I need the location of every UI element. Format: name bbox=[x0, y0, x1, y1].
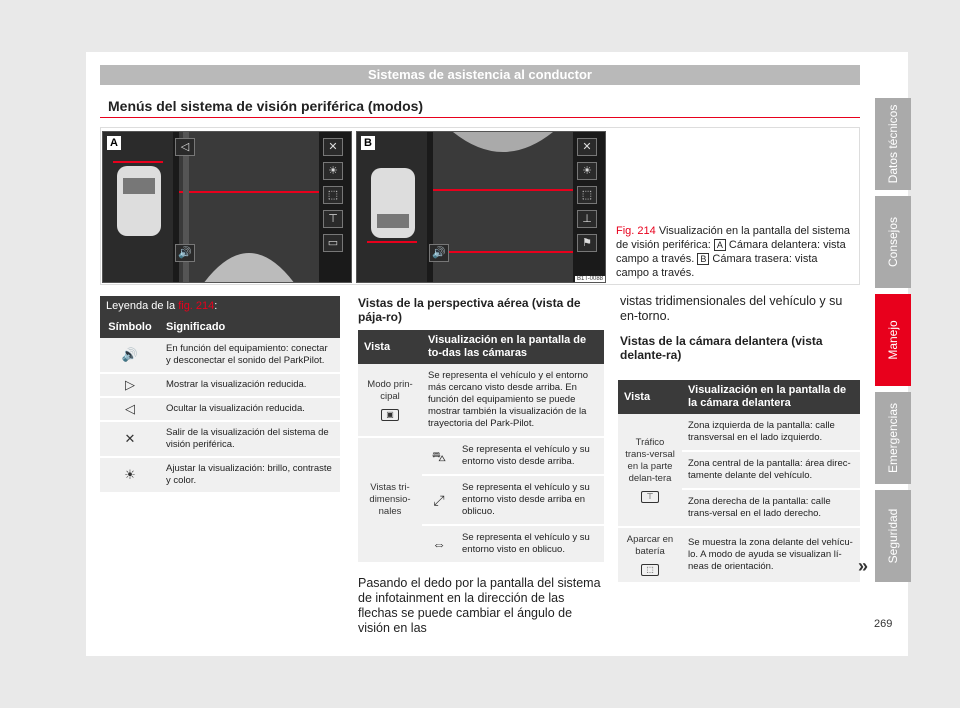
trailer-icon[interactable]: ⚑ bbox=[577, 234, 597, 252]
screen-b-image bbox=[357, 132, 606, 283]
aerial-col-view: Vista bbox=[358, 330, 422, 364]
table-row: Modo prin-cipal ▣ Se representa el vehículo y el entorno más cercano visto desde arriba. En función del equipamiento se puede mostrar también la visualización de la trayectoria del Park-Pilot. bbox=[358, 364, 604, 437]
caption-a-box: A bbox=[714, 239, 726, 251]
sidetab-seguridad[interactable]: Seguridad bbox=[875, 490, 911, 582]
middle-paragraph: Pasando el dedo por la pantalla del sistema de infotainment en la dirección de las flechas se puede cambiar el ángulo de visión en las bbox=[358, 576, 601, 635]
screen-a-image bbox=[103, 132, 352, 283]
screen-b-label: B bbox=[361, 136, 375, 150]
section-title: Menús del sistema de visión periférica (modos) bbox=[108, 98, 424, 114]
aerial-col-display: Visualización en la pantalla de to-das las cámaras bbox=[422, 330, 604, 364]
screen-a-label: A bbox=[107, 136, 121, 150]
legend-row: 🔊 En función del equipamiento: conectar y desconectar el sonido del ParkPilot. bbox=[100, 338, 340, 373]
oblique-view-icon: ⇔ bbox=[422, 525, 456, 563]
hide-view-icon: ◁ bbox=[100, 397, 160, 421]
show-view-icon: ▷ bbox=[100, 373, 160, 397]
caption-a-text: Cámara delantera: vista campo a través. bbox=[616, 239, 846, 265]
front-view-icon[interactable]: ▭ bbox=[323, 234, 343, 252]
table-row: ⤢ Se representa el vehículo y su entorno visto desde arriba en oblicuo. bbox=[358, 475, 604, 525]
figure-number: Fig. 214 bbox=[616, 225, 656, 237]
sidetab-manejo[interactable]: Manejo bbox=[875, 294, 911, 386]
close-icon[interactable]: ✕ bbox=[323, 138, 343, 156]
legend-row: ▷ Mostrar la visualización reducida. bbox=[100, 373, 340, 397]
brightness-icon: ☀ bbox=[100, 457, 160, 493]
front-col-view: Vista bbox=[618, 380, 682, 414]
close-icon: ✕ bbox=[100, 421, 160, 457]
continue-arrow-icon: » bbox=[858, 556, 869, 576]
screen-a bbox=[102, 131, 352, 283]
legend-col-meaning: Significado bbox=[160, 316, 340, 338]
caption-b-box: B bbox=[697, 253, 709, 265]
brightness-icon[interactable]: ☀ bbox=[577, 162, 597, 180]
legend-fig-ref[interactable]: fig. 214 bbox=[178, 300, 215, 312]
park-mode-icon[interactable]: ⬚ bbox=[323, 186, 343, 204]
sound-icon[interactable]: 🔊 bbox=[175, 244, 195, 262]
close-icon[interactable]: ✕ bbox=[577, 138, 597, 156]
right-paragraph: vistas tridimensionales del vehículo y su en-torno. bbox=[620, 294, 843, 323]
hide-view-icon[interactable]: ◁ bbox=[175, 138, 195, 156]
sidetab-datos-tecnicos[interactable]: Datos técnicos bbox=[875, 98, 911, 190]
sidetab-consejos[interactable]: Consejos bbox=[875, 196, 911, 288]
chapter-header: Sistemas de asistencia al conductor bbox=[100, 65, 860, 85]
figure-code: B1T-0088 bbox=[577, 276, 604, 282]
cross-traffic-icon: ⊤ bbox=[641, 491, 659, 503]
table-row: ⇔ Se representa el vehículo y su entorno visto en oblicuo. bbox=[358, 525, 604, 563]
table-row: Tráfico trans-versal en la parte delan-tera ⊤ Zona izquierda de la pantalla: calle transversal en el lado izquierdo. bbox=[618, 414, 860, 451]
figure-caption bbox=[616, 224, 852, 280]
rear-cross-icon[interactable]: ⊥ bbox=[577, 210, 597, 228]
sound-icon: 🔊 bbox=[100, 338, 160, 373]
table-row: Zona central de la pantalla: área direc-tamente delante del vehículo. bbox=[618, 451, 860, 489]
table-row: Aparcar en batería ⬚ Se muestra la zona delante del vehícu-lo. A modo de ayuda se visualizan lí-neas de orientación. bbox=[618, 527, 860, 583]
top-view-icon: ⛍ bbox=[422, 437, 456, 475]
cross-traffic-icon[interactable]: ⊤ bbox=[323, 210, 343, 228]
aerial-table bbox=[358, 330, 604, 564]
legend-caption: Leyenda de la fig. 214: bbox=[100, 296, 340, 316]
table-row: Vistas tri-dimensio-nales ⛍ Se representa el vehículo y su entorno visto desde arriba. bbox=[358, 437, 604, 475]
aerial-heading: Vistas de la perspectiva aérea (vista de pája-ro) bbox=[358, 296, 581, 324]
screen-b bbox=[356, 131, 606, 283]
caption-b-text: Cámara trasera: vista campo a través. bbox=[616, 253, 818, 279]
legend-row: ✕ Salir de la visualización del sistema de visión periférica. bbox=[100, 421, 340, 457]
park-mode-icon[interactable]: ⬚ bbox=[577, 186, 597, 204]
page-number: 269 bbox=[874, 618, 893, 630]
title-divider bbox=[100, 117, 860, 118]
table-row: Zona derecha de la pantalla: calle trans-versal en el lado derecho. bbox=[618, 489, 860, 527]
main-mode-icon: ▣ bbox=[381, 409, 399, 421]
front-table bbox=[618, 380, 860, 584]
legend-row: ☀ Ajustar la visualización: brillo, contraste y color. bbox=[100, 457, 340, 493]
caption-text: Visualización en la pantalla del sistema de visión periférica: bbox=[616, 225, 851, 251]
brightness-icon[interactable]: ☀ bbox=[323, 162, 343, 180]
park-mode-icon: ⬚ bbox=[641, 564, 659, 576]
sidetab-emergencias[interactable]: Emergencias bbox=[875, 392, 911, 484]
legend-col-symbol: Símbolo bbox=[100, 316, 160, 338]
oblique-top-view-icon: ⤢ bbox=[422, 475, 456, 525]
sound-icon[interactable]: 🔊 bbox=[429, 244, 449, 262]
legend-row: ◁ Ocultar la visualización reducida. bbox=[100, 397, 340, 421]
legend-table bbox=[100, 296, 340, 494]
front-heading: Vistas de la cámara delantera (vista delante-ra) bbox=[620, 334, 823, 362]
front-col-display: Visualización en la pantalla de la cámara delantera bbox=[682, 380, 860, 414]
